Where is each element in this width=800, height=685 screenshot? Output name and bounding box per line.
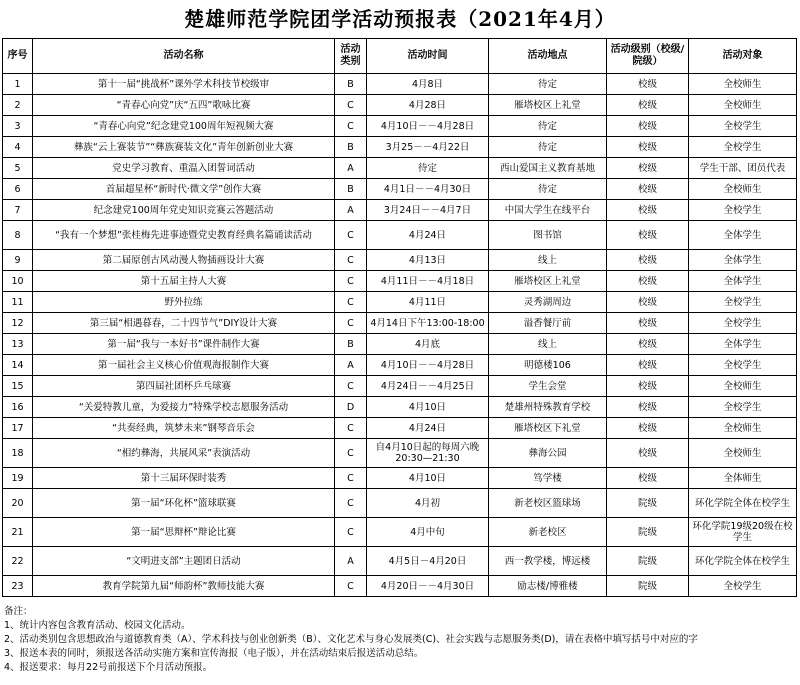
cell-time: 4月10日: [367, 397, 489, 418]
table-row: [3, 489, 797, 518]
cell-category: B: [335, 179, 367, 200]
cell-category: C: [335, 116, 367, 137]
cell-category: B: [335, 334, 367, 355]
cell-level: 校级: [607, 116, 689, 137]
header-time: 活动时间: [367, 39, 489, 74]
cell-time: 4月28日: [367, 95, 489, 116]
cell-location: 待定: [489, 179, 607, 200]
cell-activity-name: 纪念建党100周年党史知识竞赛云答题活动: [33, 200, 335, 221]
cell-activity-name: 党史学习教育、重温入团誓词活动: [33, 158, 335, 179]
cell-index: 11: [3, 292, 33, 313]
table-row: [3, 576, 797, 597]
cell-category: C: [335, 313, 367, 334]
cell-activity-name: 第一届“环化杯”篮球联赛: [33, 489, 335, 518]
cell-location: 西一教学楼，博远楼: [489, 547, 607, 576]
cell-category: C: [335, 95, 367, 116]
cell-activity-name: 第十一届“挑战杯”课外学术科技节校级审: [33, 74, 335, 95]
cell-audience: 环化学院全体在校学生: [689, 489, 797, 518]
cell-audience: 学生干部、团员代表: [689, 158, 797, 179]
cell-category: A: [335, 200, 367, 221]
cell-level: 校级: [607, 468, 689, 489]
cell-time: 4月中旬: [367, 518, 489, 547]
cell-audience: 全校师生: [689, 74, 797, 95]
cell-time: 4月8日: [367, 74, 489, 95]
cell-level: 校级: [607, 376, 689, 397]
cell-audience: 全校学生: [689, 200, 797, 221]
cell-audience: 环化学院全体在校学生: [689, 547, 797, 576]
cell-time: 3月24日－－4月7日: [367, 200, 489, 221]
cell-activity-name: 第十五届主持人大赛: [33, 271, 335, 292]
table-row: [3, 355, 797, 376]
cell-level: 校级: [607, 137, 689, 158]
cell-time: 4月10日－－4月28日: [367, 116, 489, 137]
cell-time: 4月10日: [367, 468, 489, 489]
cell-activity-name: 第四届社团杯乒乓球赛: [33, 376, 335, 397]
cell-level: 校级: [607, 250, 689, 271]
cell-time: 4月24日: [367, 418, 489, 439]
table-row: [3, 74, 797, 95]
cell-location: 雁塔校区下礼堂: [489, 418, 607, 439]
note-line: 4、报送要求：每月22号前报送下个月活动预报。: [4, 662, 213, 673]
header-index: 序号: [3, 39, 33, 74]
cell-time: 4月5日－4月20日: [367, 547, 489, 576]
cell-activity-name: 第十三届环保时装秀: [33, 468, 335, 489]
cell-time: 3月25－－4月22日: [367, 137, 489, 158]
cell-activity-name: “青春心向党”纪念建党100周年短视频大赛: [33, 116, 335, 137]
cell-activity-name: 首届超星杯“新时代·微文学”创作大赛: [33, 179, 335, 200]
header-activity-name: 活动名称: [33, 39, 335, 74]
cell-location: 明德楼106: [489, 355, 607, 376]
cell-location: 彝海公园: [489, 439, 607, 468]
cell-time: 待定: [367, 158, 489, 179]
cell-level: 校级: [607, 221, 689, 250]
document-title: 楚雄师范学院团学活动预报表（2021年4月）: [184, 7, 616, 31]
table-row: [3, 158, 797, 179]
cell-level: 校级: [607, 158, 689, 179]
cell-level: 校级: [607, 334, 689, 355]
cell-level: 校级: [607, 355, 689, 376]
cell-level: 校级: [607, 271, 689, 292]
header-category: 活动类别: [335, 39, 367, 74]
cell-location: 笃学楼: [489, 468, 607, 489]
table-row: [3, 95, 797, 116]
cell-time: 4月10日－－4月28日: [367, 355, 489, 376]
cell-index: 14: [3, 355, 33, 376]
table-row: [3, 468, 797, 489]
cell-category: C: [335, 221, 367, 250]
cell-activity-name: 野外拉练: [33, 292, 335, 313]
cell-location: 新老校区篮球场: [489, 489, 607, 518]
cell-level: 校级: [607, 200, 689, 221]
cell-time: 4月初: [367, 489, 489, 518]
cell-index: 16: [3, 397, 33, 418]
cell-audience: 全体学生: [689, 334, 797, 355]
cell-location: 楚雄州特殊教育学校: [489, 397, 607, 418]
cell-audience: 全体学生: [689, 250, 797, 271]
table-row: [3, 376, 797, 397]
table-row: [3, 221, 797, 250]
cell-audience: 全校学生: [689, 355, 797, 376]
cell-location: 线上: [489, 334, 607, 355]
cell-activity-name: “我有一个梦想”张桂梅先进事迹暨党史教育经典名篇诵读活动: [33, 221, 335, 250]
cell-level: 校级: [607, 74, 689, 95]
cell-audience: 全校师生: [689, 95, 797, 116]
cell-time: 4月11日: [367, 292, 489, 313]
cell-index: 18: [3, 439, 33, 468]
cell-location: 中国大学生在线平台: [489, 200, 607, 221]
table-row: [3, 137, 797, 158]
cell-time: 4月20日－－4月30日: [367, 576, 489, 597]
cell-audience: 全校师生: [689, 376, 797, 397]
table-row: [3, 439, 797, 468]
cell-location: 雁塔校区上礼堂: [489, 271, 607, 292]
cell-level: 校级: [607, 179, 689, 200]
cell-location: 溢香餐厅前: [489, 313, 607, 334]
cell-audience: 环化学院19级20级在校学生: [689, 518, 797, 547]
table-row: [3, 397, 797, 418]
activity-table: [2, 38, 797, 597]
cell-location: 线上: [489, 250, 607, 271]
cell-level: 院级: [607, 518, 689, 547]
cell-index: 7: [3, 200, 33, 221]
cell-time: 4月13日: [367, 250, 489, 271]
cell-activity-name: 第三届“相遇暮春，二十四节气”DIY设计大赛: [33, 313, 335, 334]
cell-category: C: [335, 418, 367, 439]
cell-category: C: [335, 518, 367, 547]
cell-category: D: [335, 397, 367, 418]
cell-audience: 全体学生: [689, 271, 797, 292]
cell-index: 15: [3, 376, 33, 397]
cell-index: 3: [3, 116, 33, 137]
cell-category: A: [335, 355, 367, 376]
cell-index: 8: [3, 221, 33, 250]
cell-activity-name: 第二届原创古风动漫人物插画设计大赛: [33, 250, 335, 271]
cell-audience: 全校师生: [689, 439, 797, 468]
cell-activity-name: “相约彝海，共展风采”表演活动: [33, 439, 335, 468]
cell-level: 院级: [607, 547, 689, 576]
cell-index: 4: [3, 137, 33, 158]
cell-category: C: [335, 376, 367, 397]
table-row: [3, 200, 797, 221]
cell-time: 4月24日－－4月25日: [367, 376, 489, 397]
cell-index: 22: [3, 547, 33, 576]
cell-category: C: [335, 439, 367, 468]
cell-category: C: [335, 292, 367, 313]
cell-audience: 全校学生: [689, 397, 797, 418]
cell-activity-name: 第一届“思辩杯”辩论比赛: [33, 518, 335, 547]
table-row: [3, 334, 797, 355]
cell-location: 待定: [489, 137, 607, 158]
cell-audience: 全校学生: [689, 116, 797, 137]
cell-audience: 全体师生: [689, 468, 797, 489]
cell-category: B: [335, 137, 367, 158]
cell-index: 2: [3, 95, 33, 116]
table-row: [3, 250, 797, 271]
cell-activity-name: “文明进支部”主题团日活动: [33, 547, 335, 576]
cell-level: 院级: [607, 576, 689, 597]
cell-index: 21: [3, 518, 33, 547]
cell-index: 1: [3, 74, 33, 95]
cell-audience: 全校师生: [689, 179, 797, 200]
cell-activity-name: 第一届社会主义核心价值观海报制作大赛: [33, 355, 335, 376]
cell-time: 4月1日－－4月30日: [367, 179, 489, 200]
cell-category: B: [335, 74, 367, 95]
notes-section: [4, 605, 798, 675]
cell-level: 校级: [607, 313, 689, 334]
header-audience: 活动对象: [689, 39, 797, 74]
cell-time: 4月14日下午13:00-18:00: [367, 313, 489, 334]
cell-index: 6: [3, 179, 33, 200]
cell-time: 4月24日: [367, 221, 489, 250]
cell-audience: 全校学生: [689, 292, 797, 313]
cell-category: A: [335, 158, 367, 179]
cell-audience: 全校学生: [689, 576, 797, 597]
cell-activity-name: “共奏经典，筑梦未来”钢琴音乐会: [33, 418, 335, 439]
cell-category: C: [335, 250, 367, 271]
cell-location: 西山爱国主义教育基地: [489, 158, 607, 179]
table-body: [3, 74, 797, 597]
table-row: [3, 313, 797, 334]
note-line: 3、报送本表的同时，须报送各活动实施方案和宣传海报（电子版），并在活动结束后报送活动总结。: [4, 648, 424, 659]
table-row: [3, 292, 797, 313]
cell-index: 23: [3, 576, 33, 597]
header-level: 活动级别（校级/院级）: [607, 39, 689, 74]
cell-category: C: [335, 576, 367, 597]
cell-level: 校级: [607, 95, 689, 116]
cell-time: 4月11日－－4月18日: [367, 271, 489, 292]
cell-index: 10: [3, 271, 33, 292]
cell-activity-name: “青春心向党”庆“五四”歌咏比赛: [33, 95, 335, 116]
cell-audience: 全体学生: [689, 221, 797, 250]
cell-index: 13: [3, 334, 33, 355]
cell-category: C: [335, 489, 367, 518]
cell-category: C: [335, 271, 367, 292]
header-location: 活动地点: [489, 39, 607, 74]
cell-location: 待定: [489, 116, 607, 137]
table-header-row: [3, 39, 797, 74]
cell-activity-name: 教育学院第九届“师韵杯”教师技能大赛: [33, 576, 335, 597]
cell-location: 新老校区: [489, 518, 607, 547]
cell-audience: 全校学生: [689, 137, 797, 158]
table-row: [3, 418, 797, 439]
cell-activity-name: 第一届“我与一本好书”课件制作大赛: [33, 334, 335, 355]
cell-category: A: [335, 547, 367, 576]
cell-index: 17: [3, 418, 33, 439]
cell-location: 学生会堂: [489, 376, 607, 397]
cell-location: 灵秀湖周边: [489, 292, 607, 313]
cell-time: 自4月10日起的每周六晚 20:30—21:30: [367, 439, 489, 468]
cell-index: 12: [3, 313, 33, 334]
table-row: [3, 179, 797, 200]
cell-level: 校级: [607, 418, 689, 439]
cell-activity-name: “关爱特教儿童，为爱接力”特殊学校志愿服务活动: [33, 397, 335, 418]
table-row: [3, 547, 797, 576]
cell-audience: 全校学生: [689, 313, 797, 334]
cell-time: 4月底: [367, 334, 489, 355]
cell-level: 校级: [607, 292, 689, 313]
cell-location: 待定: [489, 74, 607, 95]
cell-category: C: [335, 468, 367, 489]
cell-index: 5: [3, 158, 33, 179]
cell-index: 9: [3, 250, 33, 271]
note-line: 2、活动类别包含思想政治与道德教育类（A）、学术科技与创业创新类（B）、文化艺术与身心发展类(C)、社会实践与志愿服务类(D)，请在表格中填写括号中对应的字: [4, 634, 698, 645]
cell-level: 校级: [607, 439, 689, 468]
cell-location: 图书馆: [489, 221, 607, 250]
cell-level: 院级: [607, 489, 689, 518]
cell-location: 励志楼/博雅楼: [489, 576, 607, 597]
cell-index: 20: [3, 489, 33, 518]
cell-index: 19: [3, 468, 33, 489]
table-row: [3, 116, 797, 137]
table-row: [3, 518, 797, 547]
note-line: 1、统计内容包含教育活动、校园文化活动。: [4, 620, 191, 631]
cell-audience: 全校师生: [689, 418, 797, 439]
notes-heading: 备注：: [4, 606, 33, 617]
cell-level: 校级: [607, 397, 689, 418]
cell-location: 雁塔校区上礼堂: [489, 95, 607, 116]
table-row: [3, 271, 797, 292]
cell-activity-name: 彝族“云上赛装节”“彝族赛装文化”青年创新创业大赛: [33, 137, 335, 158]
